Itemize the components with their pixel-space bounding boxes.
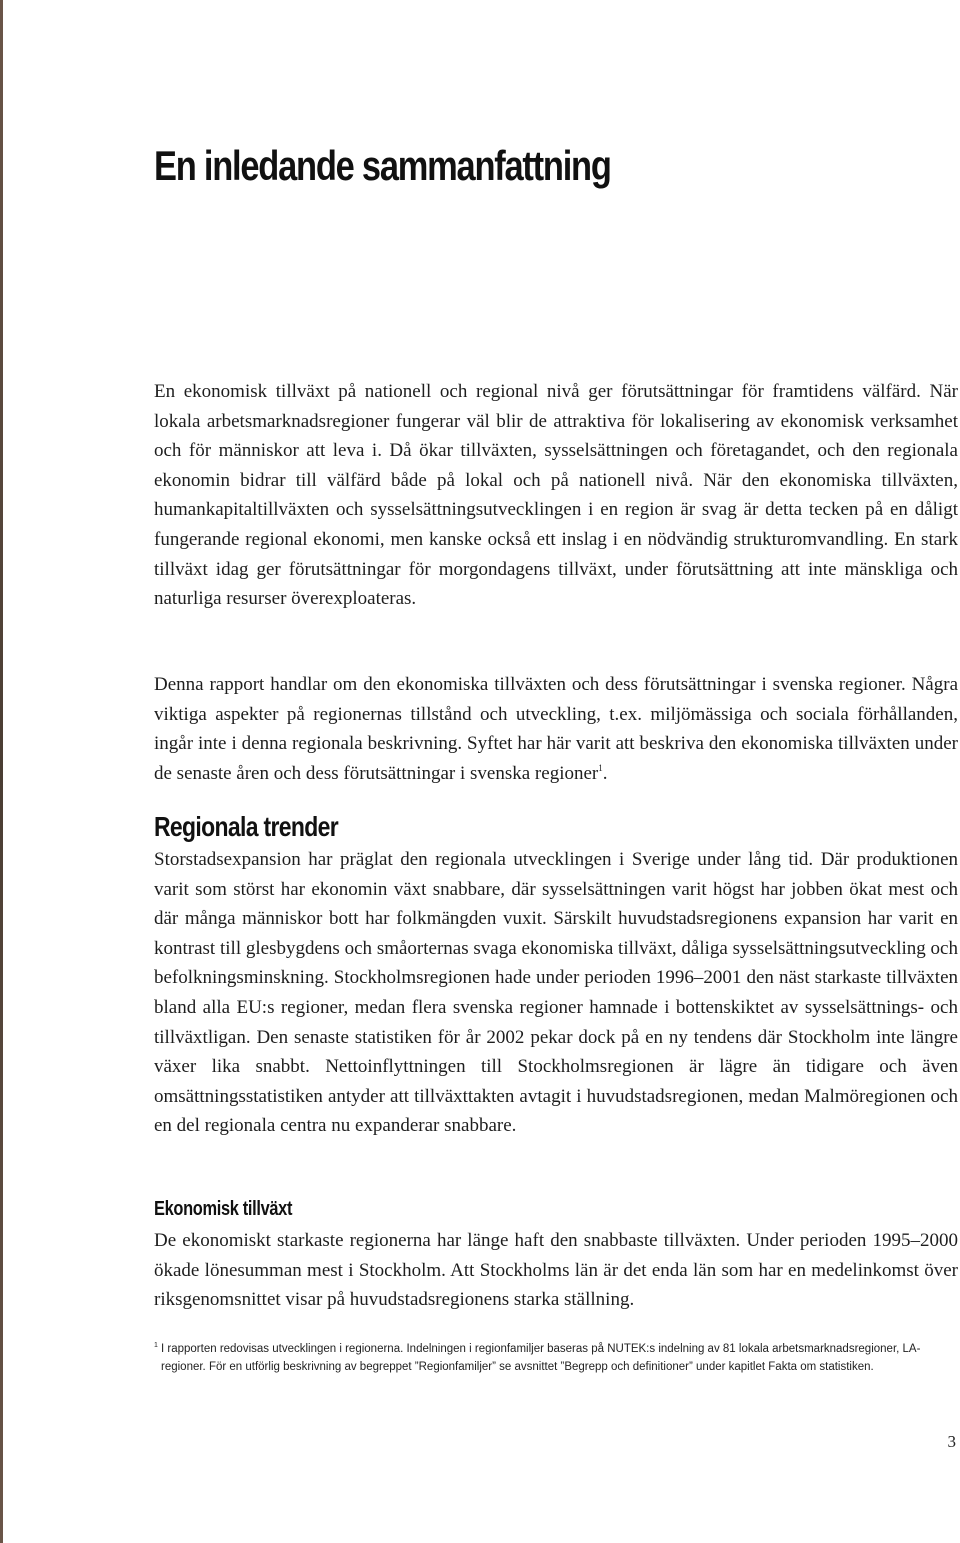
economic-growth-paragraph: De ekonomiskt starkaste regionerna har länge haft den snabbaste tillväxten. Under perioden 1995–2000 ökade lönesumman mest i Stockholm. Att Stockholms län är det enda län som har en medelinkomst över riksgenomsnittet visar på huvudstadsregionens starka ställning. [154, 1230, 958, 1311]
footnote-number: 1 [154, 1342, 158, 1349]
page-title: En inledande sammanfattning [154, 142, 611, 189]
intro-paragraph-2-end: . [602, 762, 608, 784]
intro-paragraph-2-text: Denna rapport handlar om den ekonomiska tillväxten och dess förutsättningar i svenska regioner. Några viktiga aspekter på regionernas tillstånd och utveckling, t.ex. miljömässiga och sociala förhållanden, ingår inte i denna regionala beskrivning. Syftet har här varit att beskriva den ekonomiska tillväxten under de senaste åren och dess förutsättningar i svenska regioner [154, 674, 958, 784]
regional-trends-paragraph: Storstadsexpansion har präglat den regionala utvecklingen i Sverige under lång tid. Där produktionen varit som störst har ekonomin växt snabbare, där sysselsättningen varit högst har jobben ökat mest och där många människor bott har folkmängden vuxit. Särskilt huvudstadsregionens expansion har varit en kontrast till glesbygdens och småorternas svaga ekonomiska tillväxt, dåliga sysselsättningsutveckling och befolkningsminskning. Stockholmsregionen hade under perioden 1996–2001 den näst starkaste tillväxten bland alla EU:s regioner, medan flera svenska regioner hamnade i bottenskiktet av sysselsättnings- och tillväxtligan. Den senaste statistiken för år 2002 pekar dock på en ny tendens där Stockholm inte längre växer lika snabbt. Nettoinflyttningen till Stockholmsregionen är lägre än tidigare och även omsättningsstatistiken antyder att tillväxttakten avtagit i huvudstadsregionen, medan Malmöregionen och en del regionala centra nu expanderar snabbare. [154, 849, 958, 1137]
section-heading-economic-growth: Ekonomisk tillväxt [154, 1198, 293, 1220]
page-edge [0, 0, 3, 1543]
intro-paragraph-1: En ekonomisk tillväxt på nationell och regional nivå ger förutsättningar för framtidens välfärd. När lokala arbetsmarknadsregioner fungerar väl blir de attraktiva för lokalisering av ekonomisk verksamhet och för människor att leva i. Då ökar tillväxten, sysselsättningen och företagandet, och den regionala ekonomin bidrar till välfärd både på lokal och på nationell nivå. När den ekonomiska tillväxten, humankapitaltillväxten och sysselsättningsutvecklingen i en region är svag är detta tecken på en dåligt fungerande regional ekonomi, men kanske också ett inslag i en nödvändig strukturomvandling. En stark tillväxt idag ger förutsättningar för morgondagens tillväxt, under förutsättning att inte mänskliga och naturliga resurser överexploateras. [154, 381, 958, 610]
footnote [154, 1340, 960, 1376]
section-heading-regional-trends: Regionala trender [154, 811, 339, 842]
footnote-text: I rapporten redovisas utvecklingen i regionerna. Indelningen i regionfamiljer baseras på NUTEK:s indelning av 81 lokala arbetsmarknadsregioner, LA- regioner. För en utförlig beskrivning av begreppet ”Regionfamiljer” se avsnittet ”Begrepp och definitioner” under kapitlet Fakta om statistiken. [161, 1343, 921, 1373]
intro-paragraph-2 [154, 670, 958, 788]
page-number: 3 [947, 1432, 956, 1451]
footnote-reference: 1 [598, 762, 603, 773]
